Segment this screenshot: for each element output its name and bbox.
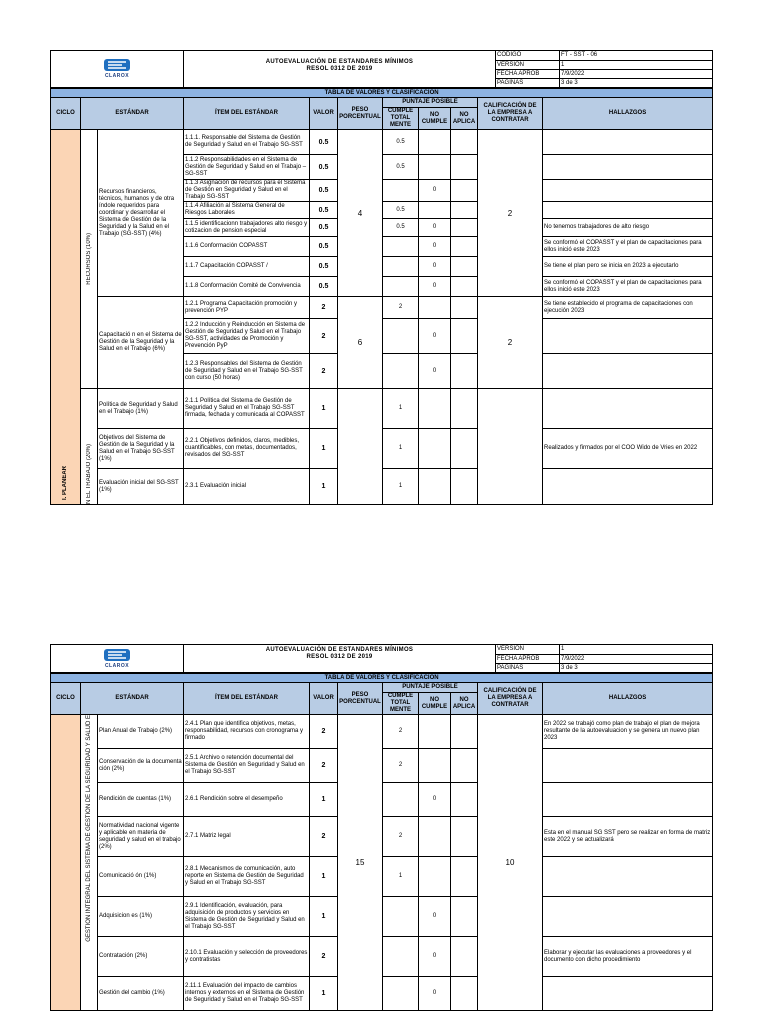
peso-cell: 4 — [338, 130, 383, 297]
meta-value: 3 de 3 — [560, 664, 713, 673]
ciclo-cell — [51, 715, 81, 1011]
no-aplica-cell — [451, 897, 478, 937]
table-band: TABLA DE VALORES Y CLASIFICACION — [51, 89, 713, 98]
cumple-cell: 1 — [383, 389, 419, 429]
col-calificacion: CALIFICACIÓN DE LA EMPRESA A CONTRATAR — [478, 683, 543, 715]
estandar-cell: Política de Seguridad y Salud en el Trabajo (1%) — [98, 389, 184, 429]
calificacion-cell: 2 — [478, 130, 543, 297]
valor-cell: 2 — [310, 354, 338, 389]
no-aplica-cell — [451, 257, 478, 277]
valor-cell: 2 — [310, 297, 338, 319]
hallazgo-cell: Se conformó el COPASST y el plan de capacitaciones para ellos inició este 2023 — [543, 277, 713, 297]
group-label: GESTION INTEGRAL DEL SISTEMA DE GESTIÓN DE LA SEGURIDAD Y SALUD E — [81, 715, 98, 1011]
hallazgo-cell — [543, 202, 713, 219]
col-cumple: CUMPLE TOTAL MENTE — [383, 693, 419, 715]
no-cumple-cell: 0 — [419, 277, 451, 297]
item-cell: 1.1.7 Capacitación COPASST / — [184, 257, 310, 277]
no-cumple-cell: 0 — [419, 783, 451, 817]
no-cumple-cell: 0 — [419, 937, 451, 977]
valor-cell: 2 — [310, 715, 338, 749]
estandar-cell: Plan Anual de Trabajo (2%) — [98, 715, 184, 749]
col-hallazgos: HALLAZGOS — [543, 683, 713, 715]
item-cell: 2.11.1 Evaluación del impacto de cambios internos y externos en el Sistema de Gestión de Seguridad y Salud en el Trabajo SG-SST — [184, 977, 310, 1011]
table-row — [51, 715, 713, 749]
item-cell: 2.1.1 Política del Sistema de Gestión de Seguridad y Salud en el Trabajo SG-SST firmada, fechada y comunicada al COPASST — [184, 389, 310, 429]
clarox-logo-icon — [100, 648, 134, 662]
no-aplica-cell — [451, 130, 478, 155]
no-cumple-cell: 0 — [419, 897, 451, 937]
header-table — [50, 644, 713, 673]
no-cumple-cell: 0 — [419, 354, 451, 389]
hallazgo-cell — [543, 469, 713, 505]
col-cumple: CUMPLE TOTAL MENTE — [383, 108, 419, 130]
table-row — [51, 429, 713, 469]
no-cumple-cell: 0 — [419, 180, 451, 202]
col-puntaje: PUNTAJE POSIBLE — [383, 98, 478, 108]
estandar-cell: Objetivos del Sistema de Gestión de la Seguridad y la Salud en el Trabajo SG-SST (1%) — [98, 429, 184, 469]
col-no-cumple: NO CUMPLE — [419, 108, 451, 130]
meta-value: 3 de 3 — [560, 79, 713, 88]
valor-cell: 0.5 — [310, 219, 338, 237]
cumple-cell — [383, 937, 419, 977]
estandar-cell: Gestión del cambio (1%) — [98, 977, 184, 1011]
hallazgo-cell — [543, 783, 713, 817]
table-row — [51, 857, 713, 897]
col-no-aplica: NO APLICA — [451, 108, 478, 130]
table-row — [51, 897, 713, 937]
hallazgo-cell: Esta en el manual SG SST pero se realizar en forma de matriz este 2022 y se actualizará — [543, 817, 713, 857]
cumple-cell: 0.5 — [383, 155, 419, 180]
cumple-cell: 0.5 — [383, 130, 419, 155]
meta-value: 1 — [560, 645, 713, 655]
valor-cell: 0.5 — [310, 180, 338, 202]
no-cumple-cell — [419, 715, 451, 749]
meta-label: FECHA APROB — [496, 70, 560, 79]
col-valor: VALOR — [310, 98, 338, 130]
item-cell: 2.4.1 Plan que identifica objetivos, metas, responsabilidad, recursos con cronograma y firmado — [184, 715, 310, 749]
hallazgo-cell — [543, 180, 713, 202]
cumple-cell: 0.5 — [383, 202, 419, 219]
cumple-cell — [383, 180, 419, 202]
table-row — [51, 297, 713, 319]
estandar-cell: Capacitació n en el Sistema de Gestión de la Seguridad y la Salud en el Trabajo (6%) — [98, 297, 184, 389]
hallazgo-cell: Elaborar y ejecutar las evaluaciones a proveedores y el documento con dicho procedimiento — [543, 937, 713, 977]
no-aplica-cell — [451, 180, 478, 202]
hallazgo-cell — [543, 130, 713, 155]
valor-cell: 0.5 — [310, 130, 338, 155]
valor-cell: 1 — [310, 977, 338, 1011]
ciclo-cell: I. PLANEAR — [51, 130, 81, 505]
cumple-cell — [383, 237, 419, 257]
no-cumple-cell — [419, 155, 451, 180]
valor-cell: 0.5 — [310, 257, 338, 277]
hallazgo-cell: En 2022 se trabajó como plan de trabajo el plan de mejora resultante de la autoevaluacion y se genera un nuevo plan 2023 — [543, 715, 713, 749]
no-cumple-cell: 0 — [419, 219, 451, 237]
calificacion-cell — [478, 389, 543, 505]
meta-label: PAGINAS — [496, 664, 560, 673]
no-aplica-cell — [451, 469, 478, 505]
hallazgo-cell: Se conformó el COPASST y el plan de capacitaciones para ellos inició este 2023 — [543, 237, 713, 257]
item-cell: 1.1.6 Conformación COPASST — [184, 237, 310, 257]
no-aplica-cell — [451, 319, 478, 354]
hallazgo-cell — [543, 749, 713, 783]
col-no-aplica: NO APLICA — [451, 693, 478, 715]
table-row — [51, 937, 713, 977]
table-row — [51, 783, 713, 817]
col-no-cumple: NO CUMPLE — [419, 693, 451, 715]
meta-value: 7/9/2022 — [560, 655, 713, 664]
table-band: TABLA DE VALORES Y CLASIFICACION — [51, 674, 713, 683]
cumple-cell — [383, 257, 419, 277]
col-estandar: ESTÁNDAR — [81, 98, 184, 130]
no-aplica-cell — [451, 155, 478, 180]
valor-cell: 0.5 — [310, 277, 338, 297]
estandar-cell: Recursos financieros, técnicos, humanos y de otra índole requeridos para coordinar y desarrollar el Sistema de Gestión de la Seguridad y la Salud en el Trabajo (SG-SST) (4%) — [98, 130, 184, 297]
no-aplica-cell — [451, 715, 478, 749]
valor-cell: 0.5 — [310, 155, 338, 180]
hallazgo-cell — [543, 977, 713, 1011]
no-aplica-cell — [451, 389, 478, 429]
no-cumple-cell: 0 — [419, 257, 451, 277]
item-cell: 2.8.1 Mecanismos de comunicación, auto reporte en Sistema de Gestión de Seguridad y Salud en el Trabajo SG-SST — [184, 857, 310, 897]
cumple-cell: 2 — [383, 715, 419, 749]
item-cell: 1.1.5 identificacionn trabajadores alto riesgo y cotizacion de pension especial — [184, 219, 310, 237]
no-cumple-cell — [419, 817, 451, 857]
header-table — [50, 50, 713, 88]
col-hallazgos: HALLAZGOS — [543, 98, 713, 130]
standards-table — [50, 88, 713, 505]
table-row — [51, 749, 713, 783]
meta-label: VERSIÓN — [496, 61, 560, 70]
table-row — [51, 469, 713, 505]
document-title: AUTOEVALUACIÓN DE ESTANDARES MÍNIMOS RESOL 0312 DE 2019 — [184, 645, 496, 673]
col-ciclo: CICLO — [51, 683, 81, 715]
item-cell: 1.1.3 Asignación de recursos para el Sistema de Gestión en Seguridad y Salud en el Trabajo SG-SST — [184, 180, 310, 202]
cumple-cell — [383, 897, 419, 937]
no-cumple-cell — [419, 389, 451, 429]
table-row — [51, 817, 713, 857]
group-label: N EL TRABAJO (20%) — [81, 389, 98, 505]
cumple-cell: 2 — [383, 817, 419, 857]
no-aplica-cell — [451, 857, 478, 897]
hallazgo-cell: Se tiene el plan pero se inicia en 2023 a ejecutarlo — [543, 257, 713, 277]
valor-cell: 1 — [310, 429, 338, 469]
hallazgo-cell — [543, 354, 713, 389]
valor-cell: 1 — [310, 783, 338, 817]
item-cell: 2.5.1 Archivo o retención documental del Sistema de Gestión en Seguridad y Salud en el Trabajo SG-SST — [184, 749, 310, 783]
estandar-cell: Rendición de cuentas (1%) — [98, 783, 184, 817]
item-cell: 1.1.4 Afiliación al Sistema General de Riesgos Laborales — [184, 202, 310, 219]
no-cumple-cell — [419, 749, 451, 783]
peso-cell — [338, 389, 383, 505]
item-cell: 2.10.1 Evaluación y selección de proveedores y contratistas — [184, 937, 310, 977]
cumple-cell — [383, 354, 419, 389]
no-aplica-cell — [451, 937, 478, 977]
valor-cell: 0.5 — [310, 202, 338, 219]
meta-label: PAGINAS — [496, 79, 560, 88]
page-1 — [50, 50, 712, 505]
cumple-cell: 1 — [383, 857, 419, 897]
clarox-logo-icon — [100, 58, 134, 72]
hallazgo-cell: Se tiene establecido el programa de capacitaciones con ejecución 2023 — [543, 297, 713, 319]
item-cell: 1.1.1. Responsable del Sistema de Gestión de Seguridad y Salud en el Trabajo SG-SST — [184, 130, 310, 155]
meta-value: 7/9/2022 — [560, 70, 713, 79]
estandar-cell: Contratación (2%) — [98, 937, 184, 977]
company-logo: CLAROX — [51, 645, 184, 673]
no-cumple-cell — [419, 857, 451, 897]
no-aplica-cell — [451, 202, 478, 219]
cumple-cell — [383, 319, 419, 354]
group-label: RECURSOS (10%) — [81, 130, 98, 389]
item-cell: 1.1.2 Responsabilidades en el Sistema de Gestión de Seguridad y Salud en el Trabajo – SG-SST — [184, 155, 310, 180]
col-puntaje: PUNTAJE POSIBLE — [383, 683, 478, 693]
item-cell: 2.3.1 Evaluación inicial — [184, 469, 310, 505]
cumple-cell: 1 — [383, 429, 419, 469]
standards-table — [50, 673, 713, 1011]
table-row — [51, 977, 713, 1011]
no-aplica-cell — [451, 354, 478, 389]
calificacion-cell: 10 — [478, 715, 543, 1011]
col-estandar: ESTÁNDAR — [81, 683, 184, 715]
valor-cell: 0.5 — [310, 237, 338, 257]
item-cell: 2.7.1 Matriz legal — [184, 817, 310, 857]
no-cumple-cell — [419, 202, 451, 219]
peso-cell: 15 — [338, 715, 383, 1011]
meta-label: VERSIÓN — [496, 645, 560, 655]
col-calificacion: CALIFICACIÓN DE LA EMPRESA A CONTRATAR — [478, 98, 543, 130]
valor-cell: 2 — [310, 817, 338, 857]
meta-label: FECHA APROB — [496, 655, 560, 664]
no-cumple-cell: 0 — [419, 319, 451, 354]
cumple-cell: 2 — [383, 749, 419, 783]
hallazgo-cell — [543, 155, 713, 180]
valor-cell: 1 — [310, 469, 338, 505]
col-ciclo: CICLO — [51, 98, 81, 130]
hallazgo-cell: No tenemos trabajadores de alto riesgo — [543, 219, 713, 237]
no-aplica-cell — [451, 783, 478, 817]
valor-cell: 1 — [310, 897, 338, 937]
cumple-cell — [383, 277, 419, 297]
no-aplica-cell — [451, 977, 478, 1011]
no-aplica-cell — [451, 219, 478, 237]
estandar-cell: Evaluación inicial del SG-SST (1%) — [98, 469, 184, 505]
no-cumple-cell — [419, 469, 451, 505]
meta-value: FT - SST - 06 — [560, 51, 713, 61]
item-cell: 2.9.1 Identificación, evaluación, para adquisición de productos y servicios en Sistema de Gestión de Seguridad y Salud en el Trabajo SG-SST — [184, 897, 310, 937]
estandar-cell: Comunicació ón (1%) — [98, 857, 184, 897]
item-cell: 1.2.1 Programa Capacitación promoción y prevención PYP — [184, 297, 310, 319]
estandar-cell: Conservación de la documenta ción (2%) — [98, 749, 184, 783]
valor-cell: 2 — [310, 319, 338, 354]
valor-cell: 2 — [310, 937, 338, 977]
valor-cell: 1 — [310, 857, 338, 897]
cumple-cell: 2 — [383, 297, 419, 319]
col-valor: VALOR — [310, 683, 338, 715]
no-aplica-cell — [451, 749, 478, 783]
company-logo: CLAROX — [51, 51, 184, 88]
col-item: ÍTEM DEL ESTÁNDAR — [184, 98, 310, 130]
peso-cell: 6 — [338, 297, 383, 389]
cumple-cell — [383, 783, 419, 817]
col-item: ÍTEM DEL ESTÁNDAR — [184, 683, 310, 715]
hallazgo-cell — [543, 897, 713, 937]
item-cell: 2.2.1 Objetivos definidos, claros, medibles, cuantificables, con metas, documentados, revisados del SG-SST — [184, 429, 310, 469]
hallazgo-cell — [543, 319, 713, 354]
no-aplica-cell — [451, 277, 478, 297]
no-cumple-cell: 0 — [419, 237, 451, 257]
hallazgo-cell — [543, 857, 713, 897]
estandar-cell: Adquisicion es (1%) — [98, 897, 184, 937]
estandar-cell: Normatividad nacional vigente y aplicable en materia de seguridad y salud en el trabajo (2%) — [98, 817, 184, 857]
valor-cell: 1 — [310, 389, 338, 429]
hallazgo-cell: Realizados y firmados por el COO Wido de Vries en 2022 — [543, 429, 713, 469]
calificacion-cell: 2 — [478, 297, 543, 389]
no-cumple-cell — [419, 297, 451, 319]
no-aplica-cell — [451, 297, 478, 319]
item-cell: 1.2.3 Responsables del Sistema de Gestión de Seguridad y Salud en el Trabajo SG-SST con curso (50 horas) — [184, 354, 310, 389]
cumple-cell — [383, 977, 419, 1011]
table-row — [51, 389, 713, 429]
cumple-cell: 0.5 — [383, 219, 419, 237]
cumple-cell: 1 — [383, 469, 419, 505]
no-cumple-cell — [419, 130, 451, 155]
document-title: AUTOEVALUACIÓN DE ESTANDARES MÍNIMOS RESOL 0312 DE 2019 — [184, 51, 496, 88]
item-cell: 1.1.8 Conformación Comité de Convivencia — [184, 277, 310, 297]
item-cell: 1.2.2 Inducción y Reinducción en Sistema de Gestión de Seguridad y Salud en el Trabajo SG-SST, actividades de Promoción y Prevención PyP — [184, 319, 310, 354]
no-aplica-cell — [451, 817, 478, 857]
col-peso: PESO PORCENTUAL — [338, 98, 383, 130]
page-2 — [50, 644, 712, 1011]
table-row — [51, 130, 713, 155]
no-cumple-cell: 0 — [419, 977, 451, 1011]
valor-cell: 2 — [310, 749, 338, 783]
meta-value: 1 — [560, 61, 713, 70]
no-aplica-cell — [451, 429, 478, 469]
no-cumple-cell — [419, 429, 451, 469]
no-aplica-cell — [451, 237, 478, 257]
item-cell: 2.6.1 Rendición sobre el desempeño — [184, 783, 310, 817]
hallazgo-cell — [543, 389, 713, 429]
meta-label: CÓDIGO — [496, 51, 560, 61]
col-peso: PESO PORCENTUAL — [338, 683, 383, 715]
